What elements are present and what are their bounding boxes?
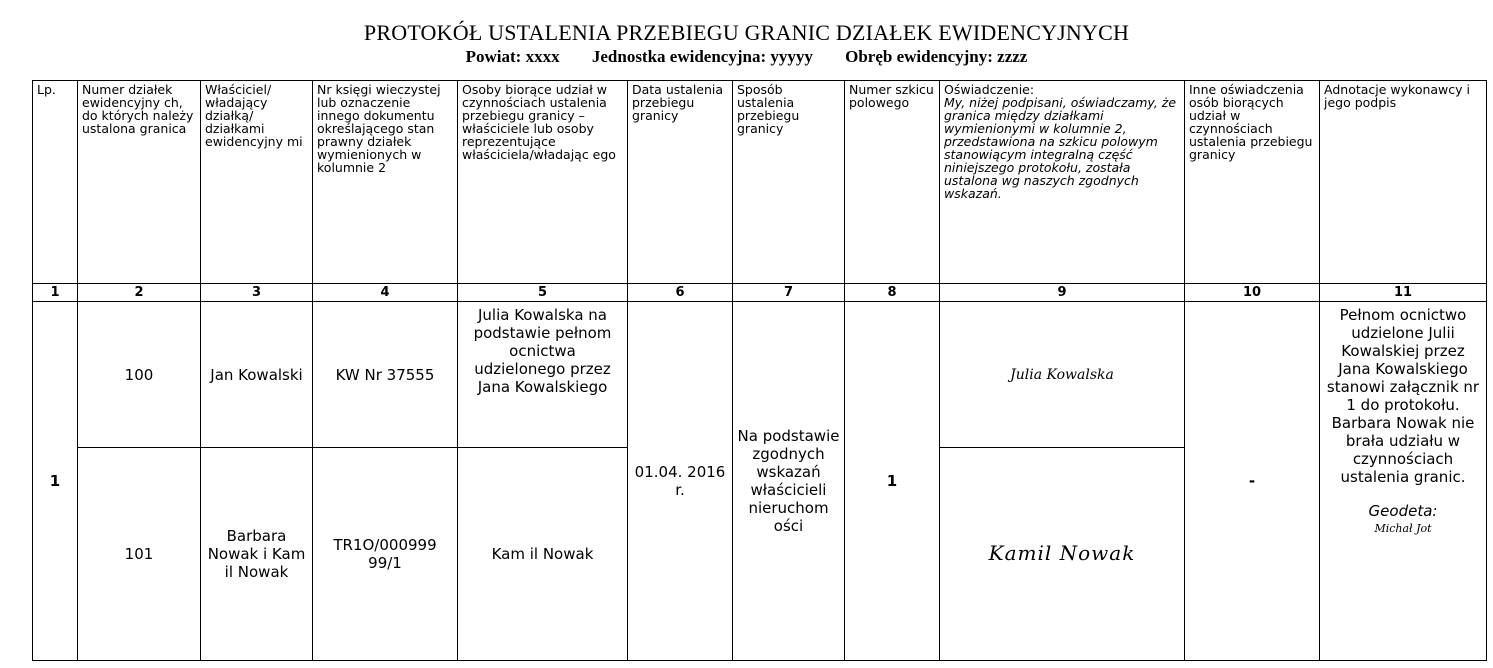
header-method: Sposób ustalenia przebiegu granicy (733, 81, 845, 284)
col-number: 11 (1320, 284, 1487, 302)
parcel-land-register: TR1O/000999 99/1 (313, 448, 458, 661)
col-number: 1 (33, 284, 78, 302)
header-sketch-number: Numer szkicu polowego (845, 81, 940, 284)
header-other-statements: Inne oświadczenia osób biorących udział w czynnościach ustalenia przebiegu granicy (1185, 81, 1320, 284)
signature-cell-2 (940, 448, 1185, 661)
parcel-row-100 (33, 302, 1487, 448)
header-parcel-numbers: Numer działek ewidencyjny ch, do których należy ustalona granica (78, 81, 201, 284)
header-date: Data ustalenia przebiegu granicy (628, 81, 733, 284)
sketch-number: 1 (845, 302, 940, 661)
header-row (33, 81, 1487, 284)
protocol-table (32, 80, 1487, 661)
document-subtitle (0, 47, 1493, 67)
header-annotations: Adnotacje wykonawcy i jego podpis (1320, 81, 1487, 284)
header-lp: Lp. (33, 81, 78, 284)
signature-julia-kowalska: Julia Kowalska (1010, 367, 1114, 383)
col-number: 6 (628, 284, 733, 302)
row-lp: 1 (33, 302, 78, 661)
signature-kamil-nowak: Kamil Nowak (988, 541, 1136, 565)
document-title: PROTOKÓŁ USTALENIA PRZEBIEGU GRANIC DZIAŁEK EWIDENCYJNYCH (363, 20, 1130, 45)
col-number: 10 (1185, 284, 1320, 302)
establishment-date: 01.04. 2016 r. (628, 302, 733, 661)
header-land-register: Nr księgi wieczystej lub oznaczenie innego dokumentu określającego stan prawny działek wymienionych w kolumnie 2 (313, 81, 458, 284)
annotation-text: Pełnom ocnictwo udzielone Julii Kowalskiej przez Jana Kowalskiego stanowi załącznik nr 1 do protokołu. Barbara Nowak nie brała udziału w czynnościach ustalenia granic. (1326, 306, 1480, 486)
header-statement (940, 81, 1185, 284)
parcel-number: 101 (78, 448, 201, 661)
col-number: 5 (458, 284, 628, 302)
obreb-label: Obręb ewidencyjny: zzzz (845, 47, 1028, 66)
geodeta-label: Geodeta: (1368, 502, 1438, 520)
establishment-method: Na podstawie zgodnych wskazań właścicieli nieruchom ości (733, 302, 845, 661)
header-owner: Właściciel/ władający działką/ działkami ewidencyjny mi (201, 81, 313, 284)
signature-cell-1 (940, 302, 1185, 448)
parcel-number: 100 (78, 302, 201, 448)
other-statements: - (1185, 302, 1320, 661)
header-participants: Osoby biorące udział w czynnościach ustalenia przebiegu granicy – właściciele lub osoby reprezentujące właściciela/władając ego (458, 81, 628, 284)
col-number: 4 (313, 284, 458, 302)
statement-text: My, niżej podpisani, oświadczamy, że granica między działkami wymienionymi w kolumnie 2, przedstawiona na szkicu polowym stanowiącym integralną część niniejszego protokołu, została ustalona wg naszych zgodnych wskazań. (944, 95, 1177, 201)
column-number-row (33, 284, 1487, 302)
powiat-label: Powiat: xxxx (465, 47, 560, 66)
col-number: 3 (201, 284, 313, 302)
statement-label: Oświadczenie: (944, 82, 1035, 97)
col-number: 9 (940, 284, 1185, 302)
jednostka-label: Jednostka ewidencyjna: yyyyy (591, 47, 813, 66)
parcel-participant: Kam il Nowak (458, 448, 628, 661)
parcel-owner: Barbara Nowak i Kam il Nowak (201, 448, 313, 661)
parcel-participant: Julia Kowalska na podstawie pełnom ocnictwa udzielonego przez Jana Kowalskiego (458, 302, 628, 448)
col-number: 8 (845, 284, 940, 302)
geodeta-signature: Michał Jot (1374, 522, 1432, 535)
parcel-owner: Jan Kowalski (201, 302, 313, 448)
col-number: 7 (733, 284, 845, 302)
col-number: 2 (78, 284, 201, 302)
parcel-land-register: KW Nr 37555 (313, 302, 458, 448)
contractor-annotation (1320, 302, 1487, 661)
